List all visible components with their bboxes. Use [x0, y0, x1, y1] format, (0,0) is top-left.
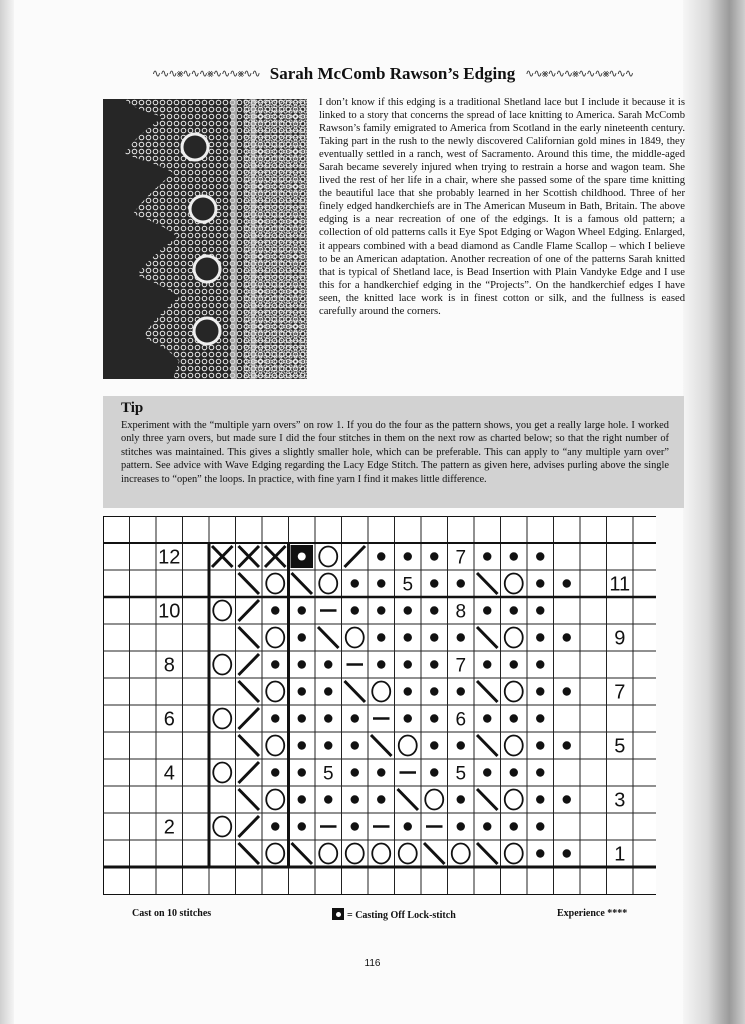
purl-dot	[298, 606, 306, 614]
stitch-count: 8	[455, 601, 467, 623]
purl-dot	[430, 633, 438, 641]
row-label-right: 3	[614, 789, 626, 812]
purl-dot	[536, 660, 544, 668]
purl-dot	[536, 687, 544, 695]
purl-dot	[457, 795, 465, 803]
purl-dot	[377, 768, 385, 776]
purl-dot	[404, 687, 412, 695]
purl-dot	[430, 741, 438, 749]
lace-edging-photo	[103, 99, 307, 379]
purl-dot	[430, 552, 438, 560]
stitch-count: 7	[455, 547, 467, 569]
purl-dot	[271, 768, 279, 776]
legend	[332, 908, 456, 921]
purl-dot	[457, 741, 465, 749]
purl-dot	[404, 822, 412, 830]
purl-dot	[510, 552, 518, 560]
purl-dot	[404, 660, 412, 668]
purl-dot	[510, 660, 518, 668]
purl-dot	[483, 606, 491, 614]
purl-dot	[563, 795, 571, 803]
purl-dot	[271, 606, 279, 614]
purl-dot	[298, 633, 306, 641]
purl-dot	[536, 633, 544, 641]
row-label-left: 8	[163, 654, 175, 677]
purl-dot	[563, 687, 571, 695]
row-label-left: 10	[158, 600, 181, 623]
purl-dot	[324, 741, 332, 749]
purl-dot	[404, 633, 412, 641]
purl-dot	[351, 714, 359, 722]
purl-dot	[536, 822, 544, 830]
purl-dot	[536, 795, 544, 803]
tip-box	[103, 396, 684, 508]
purl-dot	[563, 741, 571, 749]
purl-dot	[536, 768, 544, 776]
purl-dot	[483, 822, 491, 830]
purl-dot	[457, 687, 465, 695]
lock-stitch-dot	[298, 553, 306, 561]
purl-dot	[430, 687, 438, 695]
purl-dot	[351, 795, 359, 803]
purl-dot	[404, 552, 412, 560]
tip-text: Experiment with the “multiple yarn overs” on row 1. If you do the four as the pattern shows, you get a really large hole. I worked only three yarn overs, but made sure I did the four stitches in them on the next row as charted below; so that the right number of stitches was maintained. This gives a slightly smaller hole, which can be preferable. This can apply to “any multiple yarn over” pattern. See advice with Wave Edging regarding the Lacy Edge Stitch. The pattern as given here, advises purling above the single increases to “open” the loops. In practice, with fine yarn I find it makes little difference.	[121, 420, 669, 485]
purl-dot	[430, 579, 438, 587]
title-flourish-right: ∿∿⨳∿∿∿⨳∿∿∿⨳∿∿∿	[525, 68, 634, 80]
purl-dot	[298, 714, 306, 722]
purl-dot	[271, 714, 279, 722]
purl-dot	[377, 795, 385, 803]
purl-dot	[483, 660, 491, 668]
purl-dot	[298, 687, 306, 695]
purl-dot	[536, 714, 544, 722]
purl-dot	[510, 606, 518, 614]
lace-edging-illustration	[103, 99, 307, 379]
row-label-right: 1	[614, 843, 626, 866]
purl-dot	[483, 768, 491, 776]
purl-dot	[351, 579, 359, 587]
page-number: 116	[364, 958, 381, 969]
purl-dot	[351, 822, 359, 830]
purl-dot	[324, 687, 332, 695]
purl-dot	[563, 633, 571, 641]
title-row	[100, 60, 685, 88]
page-edge-left	[0, 0, 14, 1024]
purl-dot	[536, 552, 544, 560]
purl-dot	[377, 633, 385, 641]
purl-dot	[377, 579, 385, 587]
purl-dot	[271, 822, 279, 830]
purl-dot	[271, 660, 279, 668]
experience-rating: Experience ****	[557, 908, 628, 919]
page-title: Sarah McComb Rawson’s Edging	[269, 64, 516, 83]
purl-dot	[536, 849, 544, 857]
purl-dot	[536, 606, 544, 614]
purl-dot	[298, 768, 306, 776]
purl-dot	[298, 741, 306, 749]
purl-dot	[430, 606, 438, 614]
purl-dot	[298, 795, 306, 803]
row-label-left: 6	[163, 708, 175, 731]
purl-dot	[377, 606, 385, 614]
purl-dot	[510, 714, 518, 722]
purl-dot	[563, 849, 571, 857]
purl-dot	[404, 606, 412, 614]
purl-dot	[298, 822, 306, 830]
purl-dot	[483, 714, 491, 722]
purl-dot	[457, 633, 465, 641]
row-label-right: 9	[614, 627, 626, 650]
cast-on-note: Cast on 10 stitches	[132, 908, 212, 919]
purl-dot	[457, 579, 465, 587]
page-edge-right	[683, 0, 745, 1024]
purl-dot	[324, 795, 332, 803]
purl-dot	[483, 552, 491, 560]
purl-dot	[430, 714, 438, 722]
story-paragraph: I don’t know if this edging is a traditional Shetland lace but I include it because it is linked to a story that concerns the spread of lace knitting to America. Sarah McComb Rawson’s family emigrated to America from Scotland in the early nineteenth century. Taking part in the rush to the newly discovered Californian gold mines in 1849, they eventually settled in a ranch, west of Sacramento. Around this time, the middle-aged Sarah became severely injured when trying to restrain a horse and wagon team. She lived the rest of her life in a chair, where she passed some of the spare time knitting the beautiful lace that she probably learned in her Scottish childhood. Three of her finely edged handkerchiefs are in The American Museum in Bath, Britain. The above edging is a near recreation of one of the edgings. It is a famous old pattern; a collection of old patterns calls it Eye Spot Edging or Wagon Wheel Edging. Enlarged, it appears combined with a bead diamond as Candle Flame Scallop – which I believe to be an American adaptation. Another recreation of one of the patterns Sarah knitted that is typical of Shetland lace, is Bead Insertion with Plain Vandyke Edge and I use this for a handkerchief edging in the “Projects”. On the handkerchief edges I have seen, the knitted lace work is in finest cotton or silk, and the fullness is eased carefully around the corners.	[319, 97, 685, 317]
purl-dot	[510, 768, 518, 776]
purl-dot	[377, 552, 385, 560]
row-label-left: 2	[163, 816, 175, 839]
stitch-count: 6	[455, 709, 467, 731]
purl-dot	[298, 660, 306, 668]
purl-dot	[351, 606, 359, 614]
stitch-count: 5	[455, 763, 467, 785]
purl-dot	[510, 822, 518, 830]
legend-text: = Casting Off Lock-stitch	[347, 910, 456, 921]
row-label-right: 5	[614, 735, 626, 758]
knitting-chart	[103, 516, 656, 904]
tip-heading: Tip	[121, 400, 144, 416]
purl-dot	[457, 822, 465, 830]
purl-dot	[324, 714, 332, 722]
purl-dot	[351, 768, 359, 776]
row-label-right: 7	[614, 681, 626, 704]
purl-dot	[430, 768, 438, 776]
purl-dot	[536, 579, 544, 587]
row-label-left: 12	[158, 546, 181, 569]
purl-dot	[430, 660, 438, 668]
purl-dot	[324, 660, 332, 668]
stitch-count: 5	[402, 574, 414, 596]
purl-dot	[563, 579, 571, 587]
lock-stitch-legend-icon	[332, 908, 344, 920]
row-label-right: 11	[609, 573, 631, 596]
stitch-count: 7	[455, 655, 467, 677]
row-label-left: 4	[163, 762, 175, 785]
title-flourish-left: ∿∿∿⨳∿∿∿⨳∿∿∿⨳∿∿	[151, 68, 260, 80]
purl-dot	[536, 741, 544, 749]
stitch-count: 5	[322, 763, 334, 785]
purl-dot	[351, 741, 359, 749]
purl-dot	[404, 714, 412, 722]
purl-dot	[377, 660, 385, 668]
